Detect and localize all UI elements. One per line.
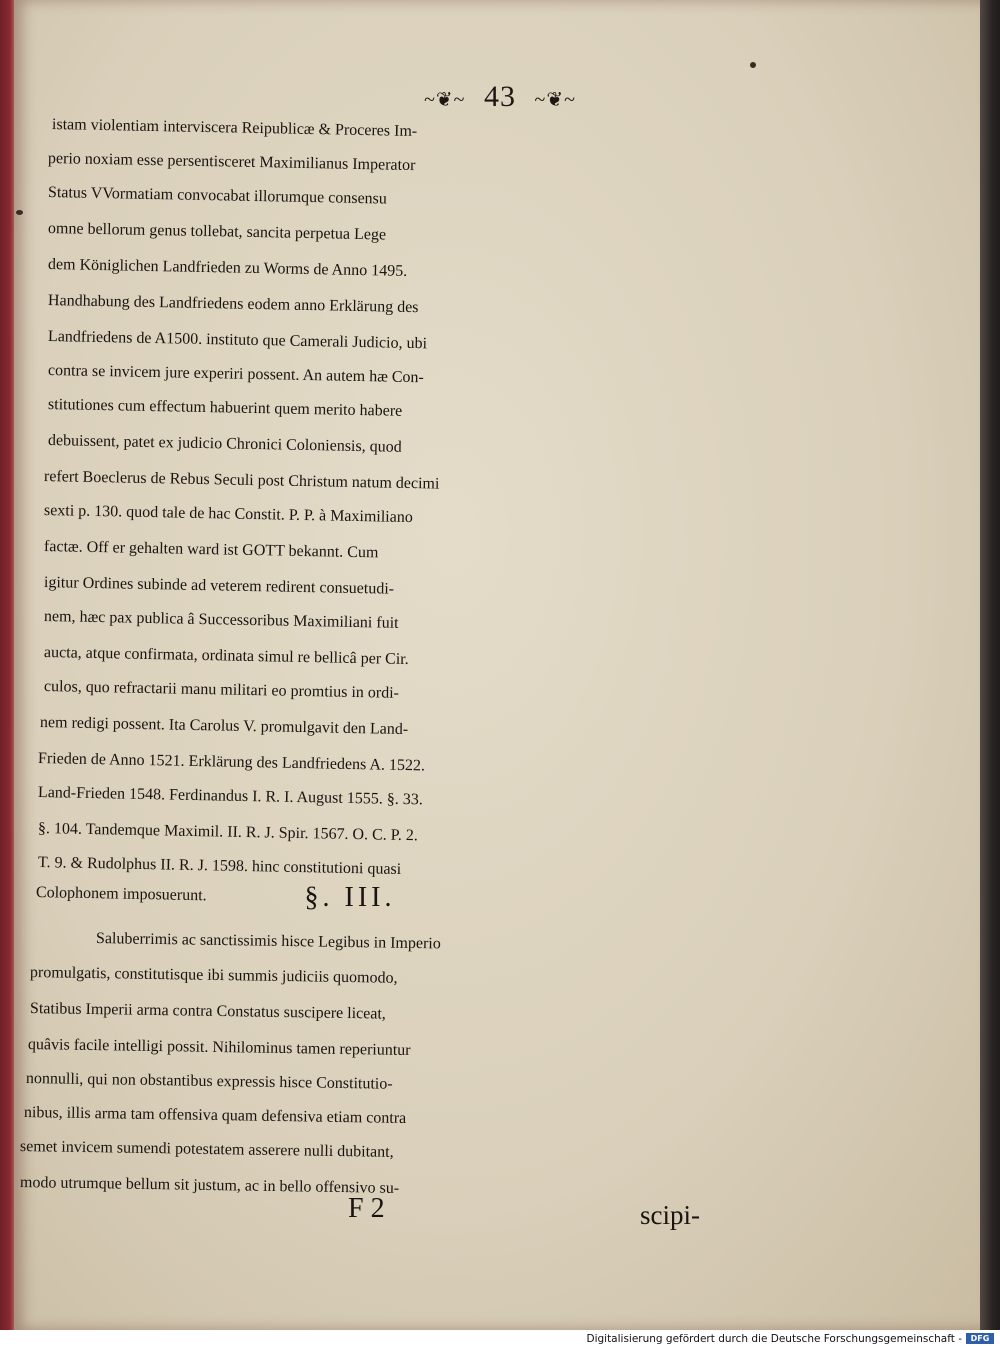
ornament-left-icon: ~❦~ xyxy=(424,88,466,111)
text-line: istam violentiam interviscera Reipublicæ & Proceres Im- xyxy=(51,116,418,141)
text-line: nibus, illis arma tam offensiva quam defensiva etiam contra xyxy=(23,1104,407,1128)
text-line: Frieden de Anno 1521. Erklärung des Landfriedens A. 1522. xyxy=(37,750,426,775)
text-line: stitutiones cum effectum habuerint quem merito habere xyxy=(47,396,403,420)
text-line: §. 104. Tandemque Maximil. II. R. J. Spir. 1567. O. C. P. 2. xyxy=(37,820,419,845)
text-line: igitur Ordines subinde ad veterem redirent consuetudi- xyxy=(43,574,395,598)
text-line: refert Boeclerus de Rebus Seculi post Christum natum decimi xyxy=(43,468,440,493)
footer-credit: Digitalisierung gefördert durch die Deutsche Forschungsgemeinschaft - xyxy=(586,1333,962,1345)
text-line: aucta, atque confirmata, ordinata simul re bellicâ per Cir. xyxy=(43,644,409,669)
text-line: dem Königlichen Landfrieden zu Worms de Anno 1495. xyxy=(47,256,408,280)
text-line: T. 9. & Rudolphus II. R. J. 1598. hinc constitutioni quasi xyxy=(37,854,402,878)
text-line: perio noxiam esse persentisceret Maximilianus Imperator xyxy=(47,150,416,175)
dfg-logo-icon: DFG xyxy=(966,1333,994,1344)
ink-spot xyxy=(750,62,756,68)
catchword: scipi- xyxy=(640,1200,700,1230)
text-line: debuissent, patet ex judicio Chronici Coloniensis, quod xyxy=(47,432,402,456)
section-heading: §. III. xyxy=(304,882,396,913)
ink-spot xyxy=(16,210,23,215)
text-line: Statibus Imperii arma contra Constatus suscipere liceat, xyxy=(29,1000,387,1023)
text-line: nem redigi possent. Ita Carolus V. promulgavit den Land- xyxy=(39,714,409,739)
signature-mark: F 2 xyxy=(348,1193,385,1224)
text-line: modo utrumque bellum sit justum, ac in bello offensivo su- xyxy=(19,1174,400,1197)
text-line: Landfriedens de A1500. instituto que Camerali Judicio, ubi xyxy=(47,328,428,353)
text-line: quâvis facile intelligi possit. Nihilominus tamen reperiuntur xyxy=(27,1036,411,1060)
text-line: Status VVormatiam convocabat illorumque consensu xyxy=(47,184,388,208)
text-line: promulgatis, constitutisque ibi summis judiciis quomodo, xyxy=(29,964,398,987)
text-line: Handhabung des Landfriedens eodem anno Erklärung des xyxy=(47,292,419,317)
text-line: sexti p. 130. quod tale de hac Constit. P. P. à Maximiliano xyxy=(43,502,413,527)
text-line: nonnulli, qui non obstantibus expressis hisce Constitutio- xyxy=(25,1070,393,1093)
ornament-right-icon: ~❦~ xyxy=(534,88,576,111)
text-line: Land-Frieden 1548. Ferdinandus I. R. I. August 1555. §. 33. xyxy=(37,784,423,809)
text-line: culos, quo refractarii manu militari eo promtius in ordi- xyxy=(43,678,400,702)
text-line: semet invicem sumendi potestatem asserere nulli dubitant, xyxy=(19,1138,394,1161)
text-line: factæ. Off er gehalten ward ist GOTT bekannt. Cum xyxy=(43,538,379,562)
page-number: 43 xyxy=(484,80,516,113)
text-line: Saluberrimis ac sanctissimis hisce Legibus in Imperio xyxy=(95,930,441,953)
text-line: Colophonem imposuerunt. xyxy=(35,884,207,905)
text-line: omne bellorum genus tollebat, sancita perpetua Lege xyxy=(47,220,387,244)
text-line: contra se invicem jure experiri possent. An autem hæ Con- xyxy=(47,362,425,387)
text-line: nem, hæc pax publica â Successoribus Maximiliani fuit xyxy=(43,608,399,632)
